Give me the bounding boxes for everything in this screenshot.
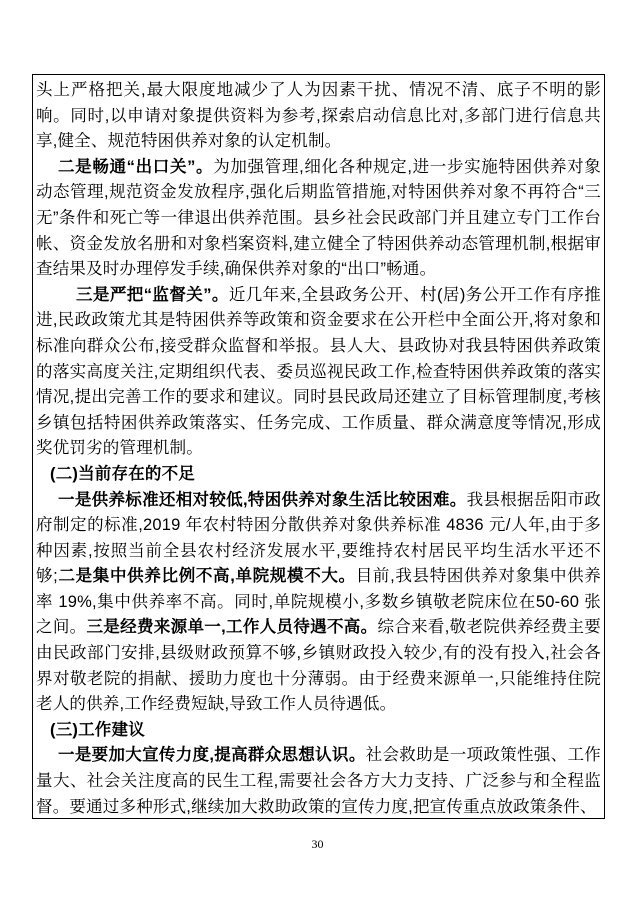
text-run: 综合来看,敬老院供养经费主要由民政部门安排,县级财政预算不够,乡镇财政投入较少,有的没有投入,社会各界对敬老院的捐献、援助力度也十分薄弱。由于经费来源单一,只能维持住院老人的供养,工作经费短缺,导致工作人员待遇低。 [36, 618, 601, 714]
text-run-bold: 二是畅通“出口关”。 [58, 157, 214, 176]
text-run-bold: 一是供养标准还相对较低,特困供养对象生活比较困难。 [58, 490, 467, 509]
page-number: 30 [311, 837, 324, 851]
document-body [36, 78, 601, 819]
content-frame [32, 74, 605, 819]
text-run-bold: 三是经费来源单一,工作人员待遇不高。 [86, 618, 378, 637]
text-run: 社会救助是一项政策性强、工作量大、社会关注度高的民生工程,需要社会各方大力支持、广泛参与和全程监督。要通过多种形式,继续加大救助政策的宣传力度,把宣传重点放政策条件、 [36, 746, 601, 816]
text-run: 为加强管理,细化各种规定,进一步实施特困供养对象动态管理,规范资金发放程序,强化后期监管措施,对特困供养对象不再符合“三无”条件和死亡等一律退出供养范围。县乡社会民政部门并且建立专门工作台帐、资金发放名册和对象档案资料,建立健全了特困供养动态管理机制,根据审查结果及时办理停发手续,确保供养对象的“出口”畅通。 [36, 157, 602, 279]
paragraph-heading [36, 462, 601, 488]
text-run-bold: 一是要加大宣传力度,提高群众思想认识。 [58, 746, 366, 765]
paragraph-heading [36, 718, 601, 744]
text-run: 近几年来,全县政务公开、村(居)务公开工作有序推进,民政政策尤其是特困供养等政策和资金要求在公开栏中全面公开,将对象和标准向群众公布,接受群众监督和举报。县人大、县政协对我县特困供养政策的落实高度关注,定期组织代表、委员巡视民政工作,检查特困供养政策的落实情况,提出完善工作的要求和建议。同时县民政局还建立了目标管理制度,考核乡镇包括特困供养政策落实、任务完成、工作质量、群众满意度等情况,形成奖优罚劣的管理机制。 [36, 285, 602, 458]
paragraph-body-wide-indent [36, 283, 601, 462]
text-run-bold: (三)工作建议 [50, 720, 145, 739]
paragraph-body [36, 488, 601, 718]
paragraph-continuation [36, 78, 601, 155]
text-run-bold: 二是集中供养比例不高,单院规模不大。 [57, 567, 356, 586]
text-run: 头上严格把关,最大限度地减少了人为因素干扰、情况不清、底子不明的影响。同时,以申请对象提供资料为参考,探索启动信息比对,多部门进行信息共享,健全、规范特困供养对象的认定机制。 [36, 81, 601, 151]
paragraph-body [36, 743, 601, 819]
text-run: 目前,我县特困供养对象集中供养率 19%,集中供养率不高。同时,单院规模小,多数乡镇敬老院床位在50-60 张之间。 [36, 567, 602, 637]
text-run: 我县根据岳阳市政府制定的标准,2019 年农村特困分散供养对象供养标准 4836 元/人年,由于多种因素,按照当前全县农村经济发展水平,要维持农村居民平均生活水平还不够; [36, 490, 601, 586]
text-run-bold: (二)当前存在的不足 [50, 464, 195, 483]
text-run-bold: 三是严把“监督关”。 [76, 285, 229, 304]
paragraph-body [36, 155, 601, 283]
